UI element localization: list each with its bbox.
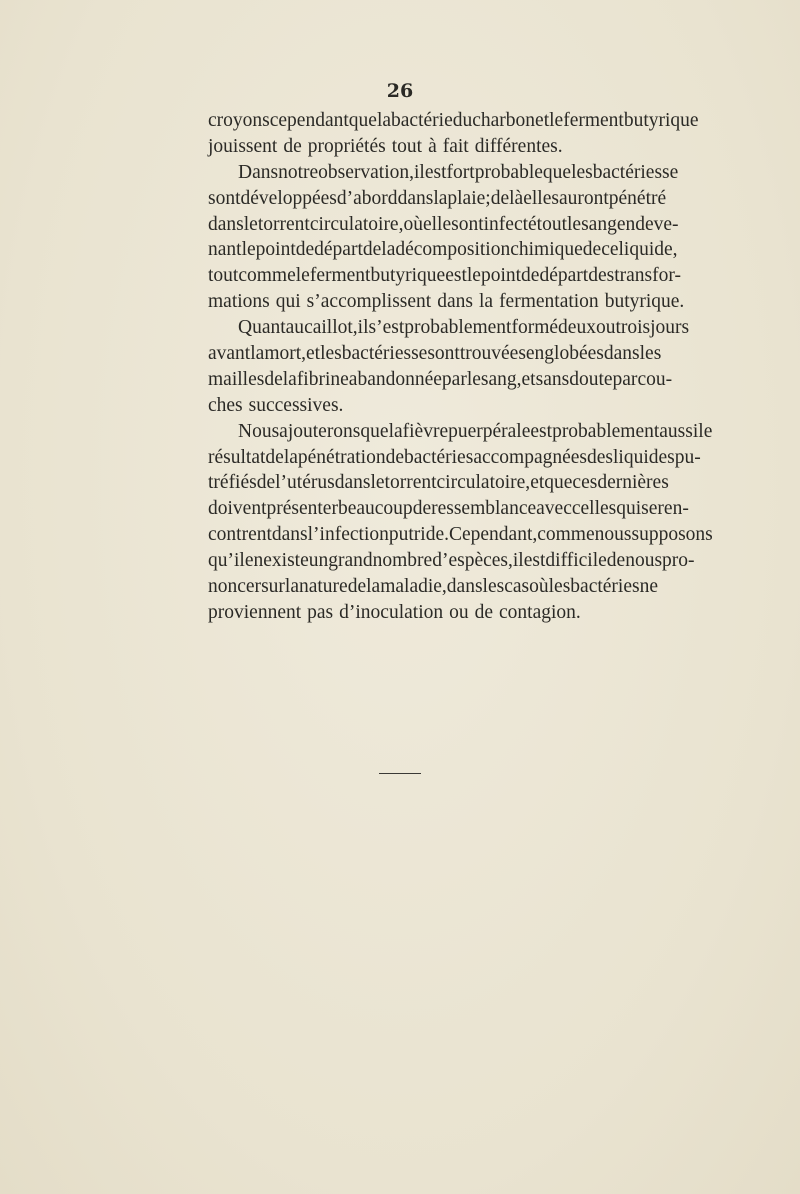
body-text: [208, 108, 713, 626]
paragraph: [208, 160, 685, 315]
text-line: Nous ajouterons que la fièvre puerpérale est probablement aussi le: [238, 420, 713, 442]
text-line: mailles de la fibrine abandonnée par le sang, et sans doute par cou-: [208, 368, 673, 390]
text-line: sont développées d’abord dans la plaie; de là elles auront pénétré: [208, 187, 667, 209]
paragraph: [208, 419, 713, 626]
text-line: mations qui s’accomplissent dans la fermentation butyrique.: [208, 291, 685, 313]
text-line: tréfiés de l’utérus dans le torrent circulatoire, et que ces dernières: [208, 472, 669, 494]
paragraph: [208, 108, 699, 160]
text-line: qu’il en existe un grand nombre d’espèces, il est difficile de nous pro-: [208, 550, 695, 572]
page-number: 26: [386, 80, 414, 102]
text-line: Quant au caillot, il s’est probablement formé deux ou trois jours: [238, 317, 690, 339]
text-line: croyons cependant que la bactérie du charbon et le ferment butyrique: [208, 110, 699, 131]
text-line: ches successives.: [208, 394, 344, 416]
text-line: nant le point de départ de la décomposition chimique de ce liquide,: [208, 239, 678, 261]
text-line: avant la mort, et les bactéries se sont trouvées englobées dans les: [208, 343, 662, 365]
text-line: contrent dans l’infection putride. Cependant, comme nous supposons: [208, 524, 713, 546]
text-line: proviennent pas d’inoculation ou de contagion.: [208, 601, 581, 623]
text-line: Dans notre observation, il est fort probable que les bactéries se: [238, 161, 679, 183]
text-line: dans le torrent circulatoire, où elles ont infecté tout le sang en deve-: [208, 213, 679, 235]
text-line: tout comme le ferment butyrique est le point de départ des transfor-: [208, 265, 681, 287]
text-line: doivent présenter beaucoup de ressemblance avec celles qui se ren-: [208, 498, 689, 520]
text-line: noncer sur la nature de la maladie, dans les cas où les bactéries ne: [208, 576, 658, 598]
text-line: jouissent de propriétés tout à fait différentes.: [208, 135, 563, 157]
paragraph: [208, 315, 690, 419]
text-line: résultat de la pénétration de bactéries accompagnées des liquides pu-: [208, 446, 701, 468]
end-rule: [379, 773, 421, 774]
